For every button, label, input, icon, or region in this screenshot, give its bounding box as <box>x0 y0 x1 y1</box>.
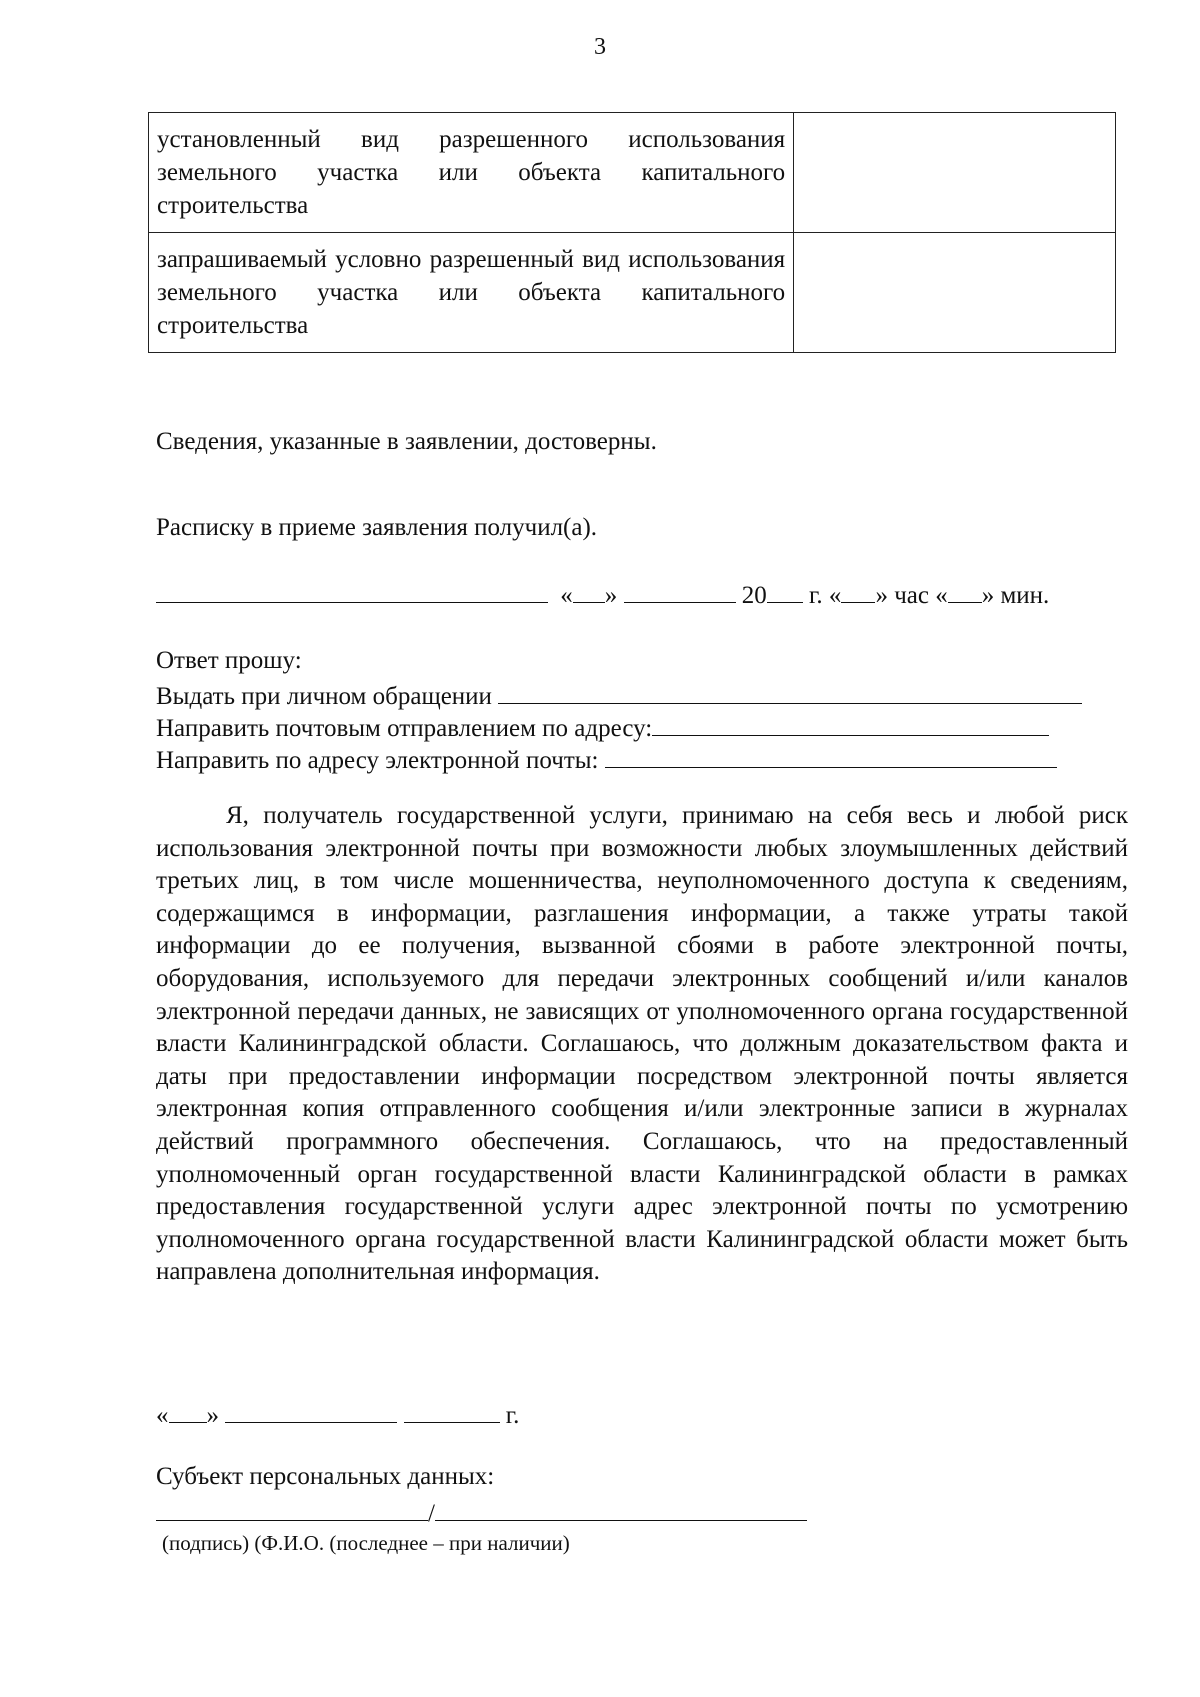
consent-date-line <box>156 1398 519 1430</box>
minute-blank[interactable] <box>948 578 982 603</box>
requested-use-label: запрашиваемый условно разрешенный вид использования земельного участка или объекта капитального строительства <box>149 233 794 353</box>
minute-label: » мин. <box>981 582 1050 609</box>
separator: / <box>428 1500 435 1527</box>
consent-paragraph: Я, получатель государственной услуги, принимаю на себя весь и любой риск использования электронной почты при возможности любых злоумышленных действий третьих лиц, в том числе мошенничества, неуполномоченного доступа к сведениям, содержащимся в информации, разглашения информации, а также утраты такой информации до ее получения, вызванной сбоями в работе электронной почты, оборудования, используемого для передачи электронных сообщений и/или каналов электронной передачи данных, не зависящих от уполномоченного органа государственной власти Калининградской области. Соглашаюсь, что должным доказательством факта и даты при предоставлении информации посредством электронной почты является электронная копия отправленного сообщения и/или электронные записи в журналах действий программного обеспечения. Соглашаюсь, что на предоставленный уполномоченный орган государственной власти Калининградской области в рамках предоставления государственной услуги адрес электронной почты по усмотрению уполномоченного органа государственной власти Калининградской области может быть направлена дополнительная информация. <box>156 802 1128 1286</box>
year-suffix: г. <box>505 1402 520 1429</box>
receipt-datetime-line <box>156 578 1049 610</box>
receipt-statement: Расписку в приеме заявления получил(а). <box>156 514 598 541</box>
quote-close: » <box>604 582 618 609</box>
request-table <box>148 112 1116 353</box>
signature-blank[interactable] <box>156 1496 428 1521</box>
page-number: 3 <box>594 34 606 60</box>
signature-caption: (подпись) (Ф.И.О. (последнее – при наличии) <box>162 1531 570 1555</box>
day-blank[interactable] <box>573 578 605 603</box>
subject-label: Субъект персональных данных: <box>156 1463 495 1490</box>
email-address-blank[interactable] <box>605 743 1057 768</box>
permitted-use-value[interactable] <box>794 113 1116 233</box>
table-row <box>149 113 1116 233</box>
option-label: Направить почтовым отправлением по адресу: <box>156 715 653 742</box>
hour-blank[interactable] <box>841 578 875 603</box>
hour-label: » час « <box>875 582 948 609</box>
full-name-blank[interactable] <box>435 1496 807 1521</box>
option-label: Выдать при личном обращении <box>156 683 492 710</box>
reliability-statement: Сведения, указанные в заявлении, достоверны. <box>156 428 657 455</box>
option-label: Направить по адресу электронной почты: <box>156 747 599 774</box>
day-blank[interactable] <box>169 1398 207 1423</box>
response-option-in-person <box>156 679 1082 711</box>
quote-open: « <box>156 1402 169 1429</box>
quote-close: » <box>206 1402 219 1429</box>
postal-address-blank[interactable] <box>652 711 1049 736</box>
in-person-blank[interactable] <box>498 679 1082 704</box>
quote-open: « <box>560 582 573 609</box>
response-heading: Ответ прошу: <box>156 647 302 674</box>
month-blank[interactable] <box>624 578 736 603</box>
subject-signature-line <box>156 1496 807 1528</box>
year-blank[interactable] <box>404 1398 500 1423</box>
signature-blank[interactable] <box>156 578 548 603</box>
year-blank[interactable] <box>767 578 803 603</box>
table-row <box>149 233 1116 353</box>
month-blank[interactable] <box>225 1398 397 1423</box>
requested-use-value[interactable] <box>794 233 1116 353</box>
response-option-post <box>156 711 1049 743</box>
year-suffix: г. « <box>809 582 842 609</box>
response-option-email <box>156 743 1057 775</box>
permitted-use-label: установленный вид разрешенного использования земельного участка или объекта капитального строительства <box>149 113 794 233</box>
year-prefix: 20 <box>741 582 767 609</box>
